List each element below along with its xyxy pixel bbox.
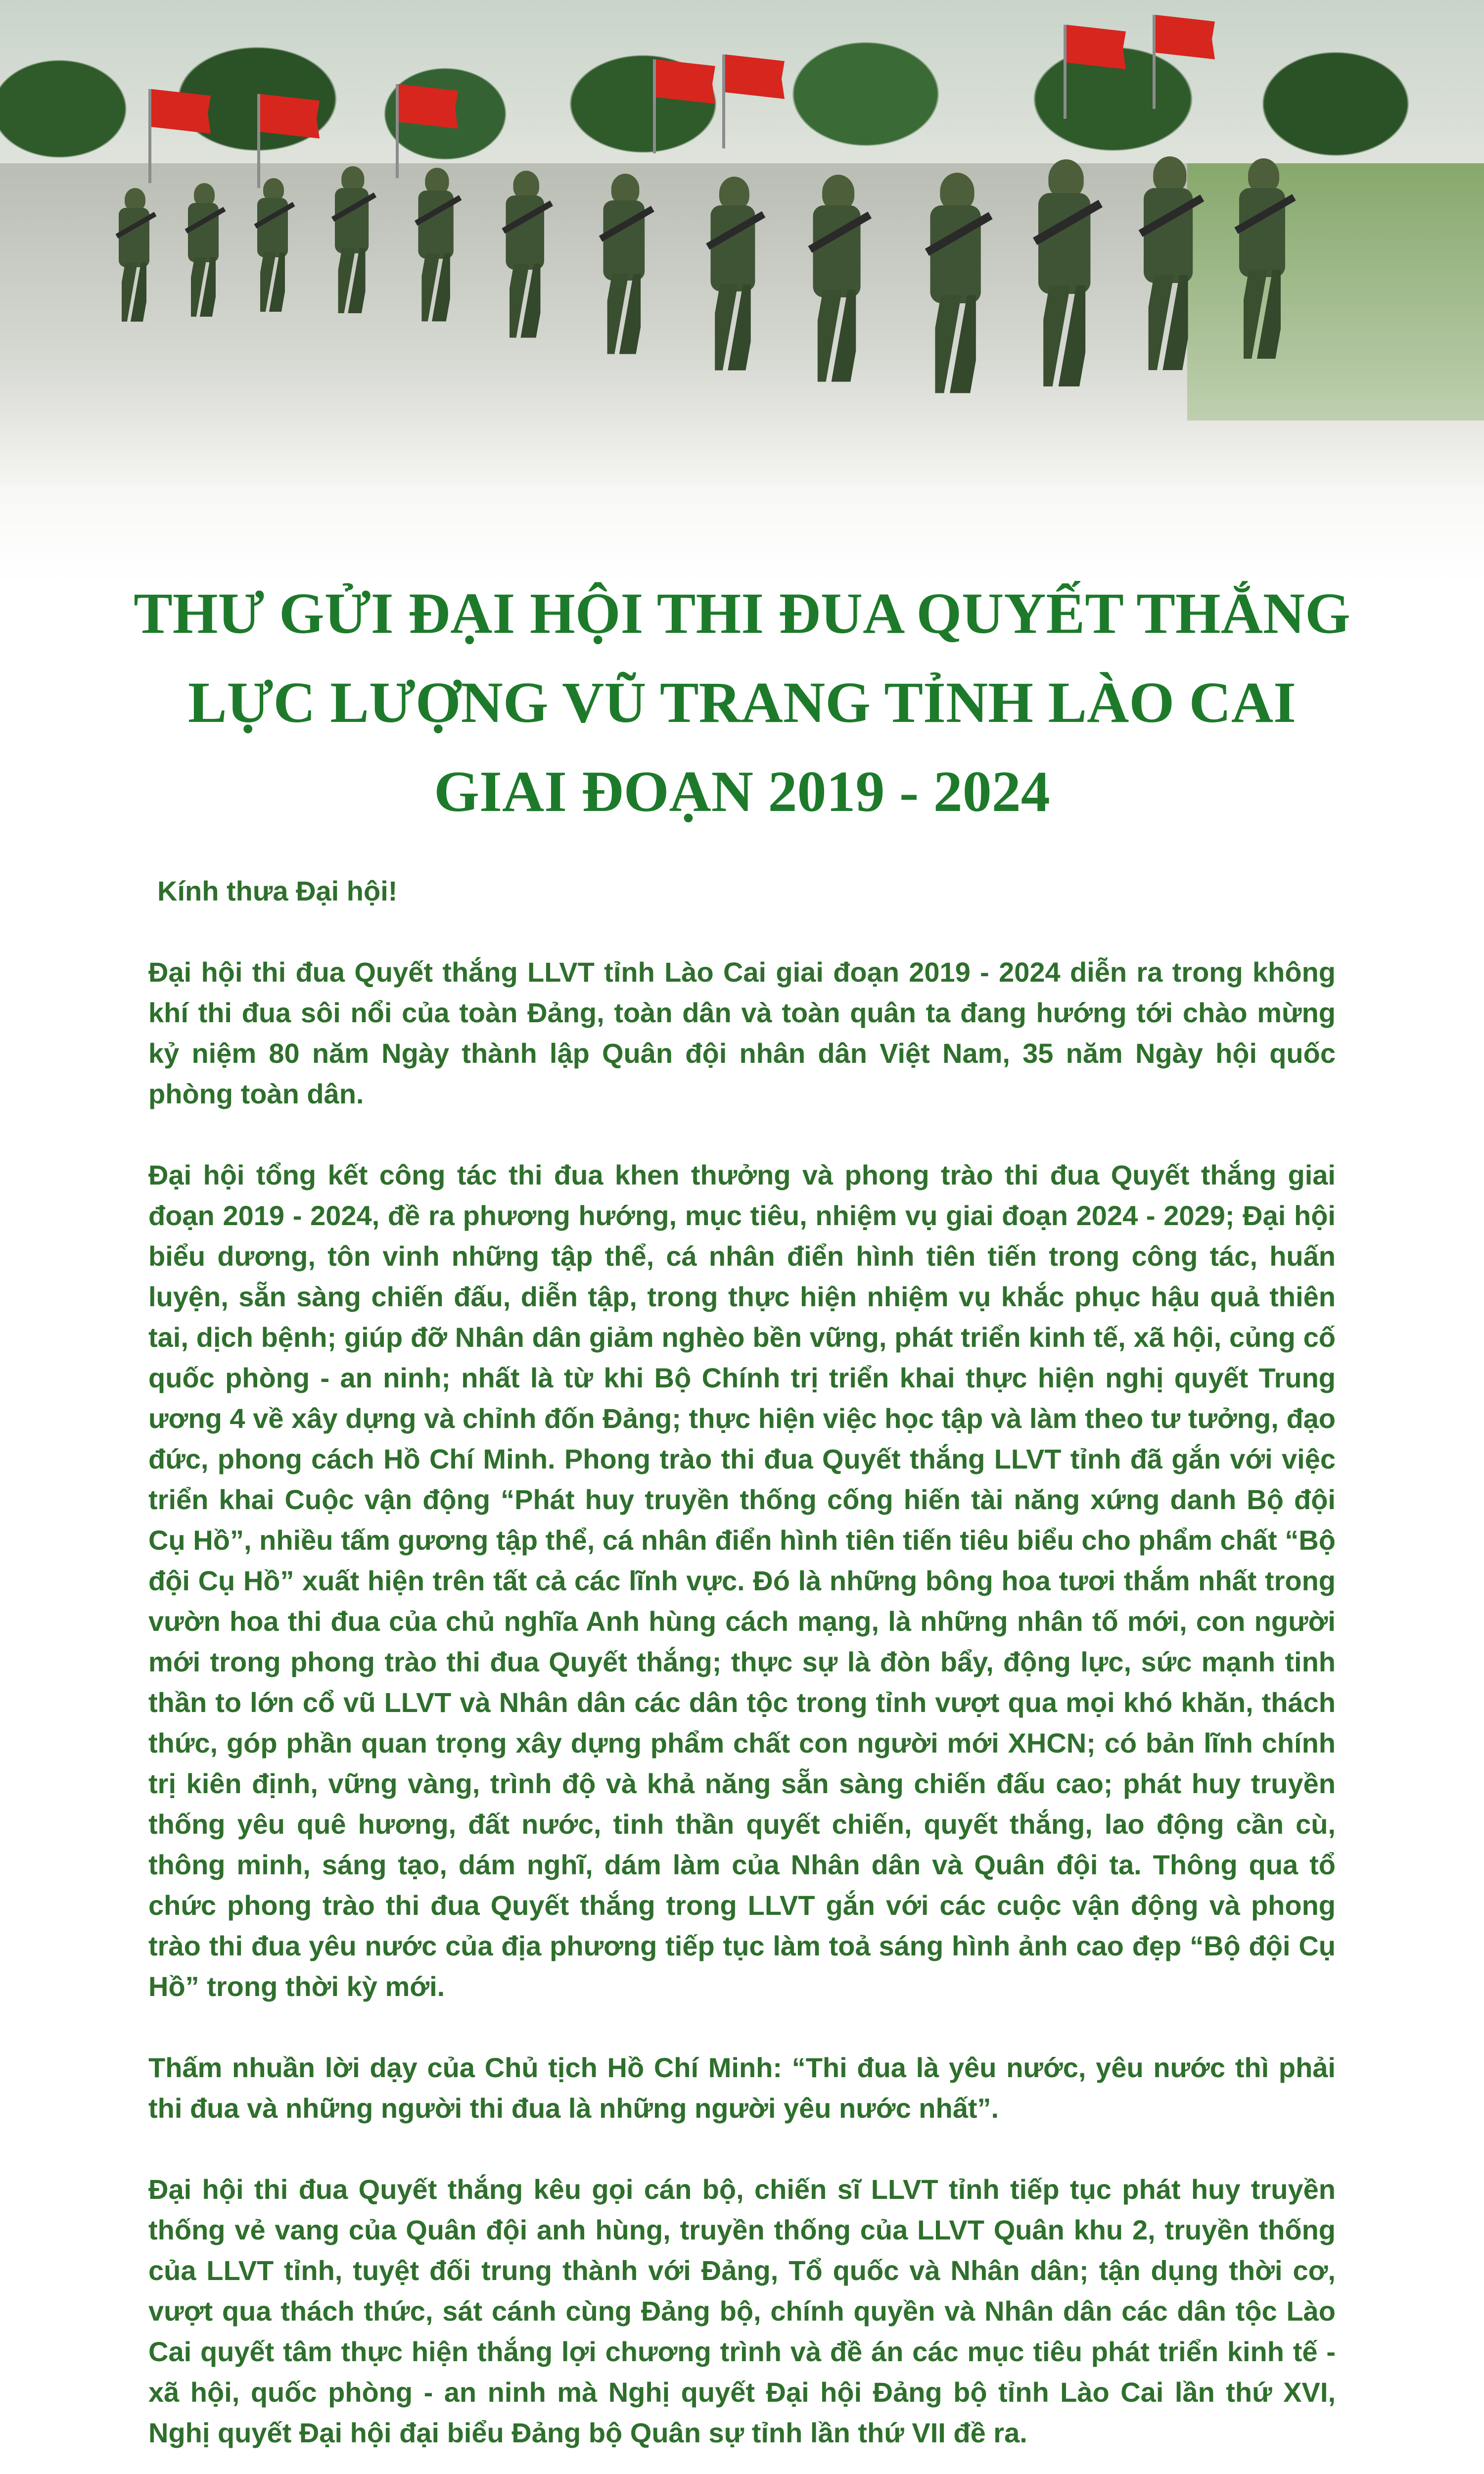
title-line-3: GIAI ĐOẠN 2019 - 2024 bbox=[434, 759, 1050, 824]
soldier-figure bbox=[930, 173, 979, 401]
letter-paragraph: Đại hội tổng kết công tác thi đua khen thưởng và phong trào thi đua Quyết thắng giai đoạn 2019 - 2024, đề ra phương hướng, mục tiêu, nhiệm vụ giai đoạn 2024 - 2029; Đại hội biểu dương, tôn vinh những tập thể, cá nhân điển hình tiên tiến trong công tác, huấn luyện, sẵn sàng chiến đấu, diễn tập, trong thực hiện nhiệm vụ khắc phục hậu quả thiên tai, dịch bệnh; giúp đỡ Nhân dân giảm nghèo bền vững, phát triển kinh tế, xã hội, củng cố quốc phòng - an ninh; nhất là từ khi Bộ Chính trị triển khai thực hiện nghị quyết Trung ương 4 về xây dựng và chỉnh đốn Đảng; thực hiện việc học tập và làm theo tư tưởng, đạo đức, phong cách Hồ Chí Minh. Phong trào thi đua Quyết thắng LLVT tỉnh đã gắn với việc triển khai Cuộc vận động “Phát huy truyền thống cống hiến tài năng xứng danh Bộ đội Cụ Hồ”, nhiều tấm gương tập thể, cá nhân điển hình tiên tiến tiêu biểu cho phẩm chất “Bộ đội Cụ Hồ” xuất hiện trên tất cả các lĩnh vực. Đó là những bông hoa tươi thắm nhất trong vườn hoa thi đua của chủ nghĩa Anh hùng cách mạng, là những nhân tố mới, con người mới trong phong trào thi đua Quyết thắng; thực sự là đòn bẩy, động lực, sức mạnh tinh thần to lớn cổ vũ LLVT và Nhân dân các dân tộc trong tỉnh vượt qua mọi khó khăn, thách thức, góp phần quan trọng xây dựng phẩm chất con người mới XHCN; có bản lĩnh chính trị kiên định, vững vàng, trình độ và khả năng sẵn sàng chiến đấu cao; phát huy truyền thống yêu quê hương, đất nước, tinh thần quyết chiến, quyết thắng, lao động cần cù, thông minh, sáng tạo, dám nghĩ, dám làm của Nhân dân và Quân đội ta. Thông qua tổ chức phong trào thi đua Quyết thắng trong LLVT gắn với các cuộc vận động và phong trào thi đua yêu nước của địa phương tiếp tục làm toả sáng hình ảnh cao đẹp “Bộ đội Cụ Hồ” trong thời kỳ mới. bbox=[148, 1159, 1336, 2002]
letter-paragraph: Đại hội thi đua Quyết thắng kêu gọi cán bộ, chiến sĩ LLVT tỉnh tiếp tục phát huy truyền thống vẻ vang của Quân đội anh hùng, truyền thống của LLVT Quân khu 2, truyền thống của LLVT tỉnh, tuyệt đối trung thành với Đảng, Tổ quốc và Nhân dân; tận dụng thời cơ, vượt qua thách thức, sát cánh cùng Đảng bộ, chính quyền và Nhân dân các dân tộc Lào Cai quyết tâm thực hiện thắng lợi chương trình và đề án các mục tiêu phát triển kinh tế - xã hội, quốc phòng - an ninh mà Nghị quyết Đại hội Đảng bộ tỉnh Lào Cai lần thứ XVI, Nghị quyết Đại hội đại biểu Đảng bộ Quân sự tỉnh lần thứ VII đề ra. bbox=[148, 2174, 1336, 2448]
title-line-1: THƯ GỬI ĐẠI HỘI THI ĐUA QUYẾT THẮNG bbox=[134, 581, 1350, 646]
letter-greeting: Kính thưa Đại hội! bbox=[157, 875, 398, 906]
letter-paragraph: Thấm nhuần lời dạy của Chủ tịch Hồ Chí Minh: “Thi đua là yêu nước, yêu nước thì phải thi đua và những người thi đua là những người yêu nước nhất”. bbox=[148, 2052, 1336, 2124]
soldier-figure bbox=[335, 166, 368, 319]
letter-paragraph: Đại hội thi đua Quyết thắng LLVT tỉnh Lào Cai giai đoạn 2019 - 2024 diễn ra trong không khí thi đua sôi nổi của toàn Đảng, toàn dân và toàn quân ta đang hướng tới chào mừng kỷ niệm 80 năm Ngày thành lập Quân đội nhân dân Việt Nam, 35 năm Ngày hội quốc phòng toàn dân. bbox=[148, 956, 1336, 1109]
title-line-2: LỰC LƯỢNG VŨ TRANG TỈNH LÀO CAI bbox=[187, 670, 1297, 735]
hero-parade-photo bbox=[0, 0, 1484, 584]
soldier-figure bbox=[603, 174, 644, 361]
soldier-figure bbox=[1144, 156, 1191, 378]
soldier-figure bbox=[257, 178, 287, 317]
soldier-figure bbox=[188, 183, 218, 322]
soldier-figure bbox=[711, 177, 754, 378]
soldier-figure bbox=[119, 188, 148, 327]
soldier-figure bbox=[506, 171, 543, 344]
letter-body bbox=[148, 871, 1336, 2474]
hero-grass bbox=[1187, 163, 1484, 421]
soldier-figure bbox=[813, 175, 859, 389]
soldier-figure bbox=[1038, 159, 1089, 395]
soldier-figure bbox=[1239, 158, 1284, 366]
soldier-figure bbox=[418, 168, 453, 327]
page-title bbox=[0, 569, 1484, 836]
